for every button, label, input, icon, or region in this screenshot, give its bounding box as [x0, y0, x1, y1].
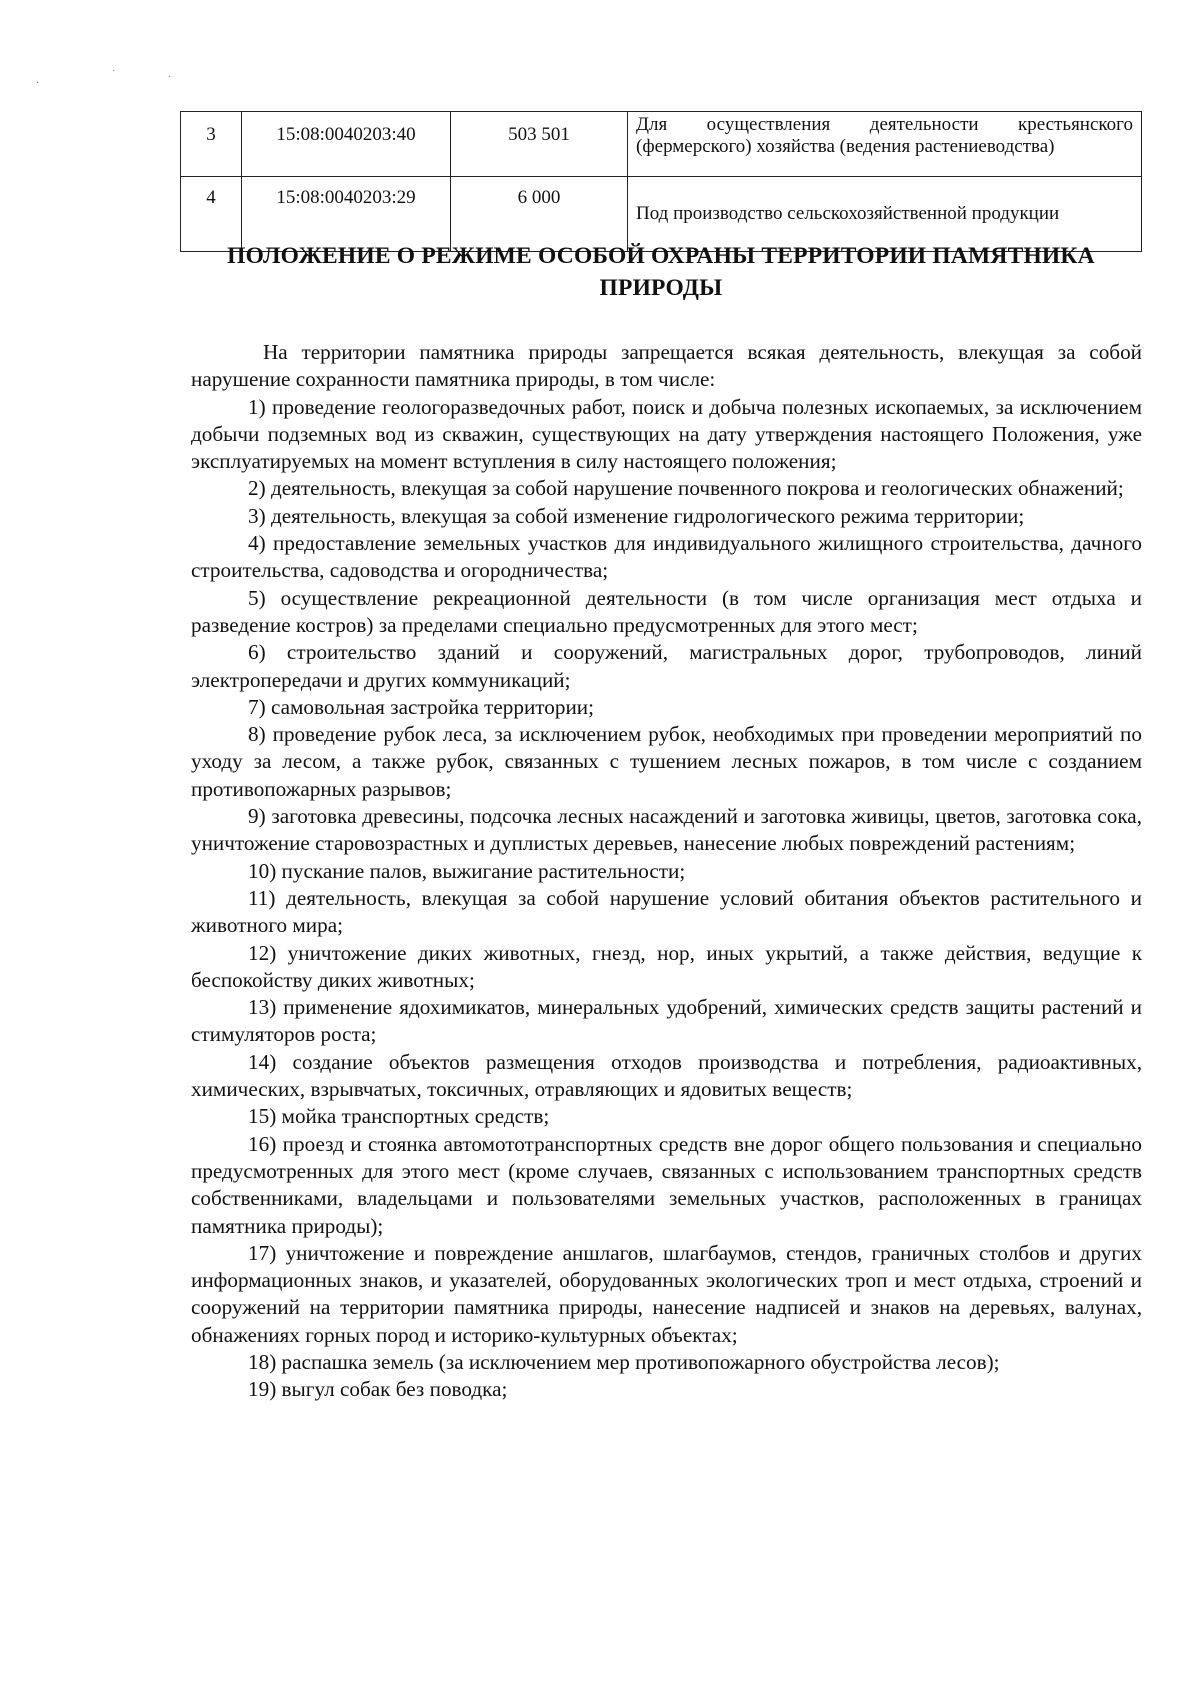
row-number: 3 [181, 112, 242, 177]
list-item: 18) распашка земель (за исключением мер противопожарного обустройства лесов); [248, 1349, 1000, 1374]
scan-speck: · [168, 72, 172, 83]
list-item: 2) деятельность, влекущая за собой нарушение почвенного покрова и геологических обнажений; [248, 476, 1124, 501]
list-item: 11) деятельность, влекущая за собой нарушение условий обитания объектов растительного и животного мира; [191, 885, 1142, 938]
list-item: 6) строительство зданий и сооружений, магистральных дорог, трубопроводов, линий электропередачи и других коммуникаций; [191, 640, 1142, 692]
list-item: 5) осуществление рекреационной деятельности (в том числе организация мест отдыха и разведение костров) за пределами специально предусмотренных для этого мест; [191, 585, 1142, 637]
plot-area: 503 501 [451, 112, 628, 177]
list-item: 1) проведение геологоразведочных работ, поиск и добыча полезных ископаемых, за исключением добычи подземных вод из скважин, существующих на дату утверждения настоящего Положения, уже эксплуатируемых на момент вступления в силу настоящего положения; [191, 394, 1142, 474]
cadastral-number: 15:08:0040203:40 [242, 112, 451, 177]
land-plots-table [180, 111, 1142, 252]
list-item: 3) деятельность, влекущая за собой изменение гидрологического режима территории; [248, 503, 1025, 528]
document-title: ПОЛОЖЕНИЕ О РЕЖИМЕ ОСОБОЙ ОХРАНЫ ТЕРРИТОРИИ ПАМЯТНИКА ПРИРОДЫ [227, 243, 1095, 301]
list-item: 8) проведение рубок леса, за исключением рубок, необходимых при проведении мероприятий по уходу за лесом, а также рубок, связанных с тушением лесных пожаров, в том числе с созданием противопожарных разрывов; [191, 722, 1142, 801]
list-item: 17) уничтожение и повреждение аншлагов, шлагбаумов, стендов, граничных столбов и других информационных знаков, и указателей, оборудованных экологических троп и мест отдыха, строений и сооружений на территории памятника природы, нанесение надписей и знаков на деревьях, валунах, обнажениях горных пород и историко-культурных объектах; [191, 1240, 1142, 1347]
list-item: 10) пускание палов, выжигание растительности; [248, 858, 686, 883]
table-row [181, 112, 1142, 177]
list-item: 9) заготовка древесины, подсочка лесных насаждений и заготовка живицы, цветов, заготовка сока, уничтожение старовозрастных и дуплистых деревьев, нанесение любых повреждений растениям; [191, 804, 1142, 856]
list-item: 16) проезд и стоянка автомототранспортных средств вне дорог общего пользования и специально предусмотренных для этого мест (кроме случаев, связанных с использованием транспортных средств собственниками, владельцами и пользователями земельных участков, расположенных в границах памятника природы); [191, 1131, 1142, 1238]
intro-paragraph: На территории памятника природы запрещается всякая деятельность, влекущая за собой нарушение сохранности памятника природы, в том числе: [191, 340, 1142, 392]
row-number: 4 [181, 177, 242, 252]
scan-speck: · [36, 78, 40, 89]
permitted-use: Для осуществления деятельности крестьянского (фермерского) хозяйства (ведения растениеводства) [628, 112, 1142, 177]
list-item: 7) самовольная застройка территории; [248, 694, 595, 719]
list-item: 15) мойка транспортных средств; [248, 1104, 550, 1129]
scan-speck: · [112, 66, 116, 77]
list-item: 12) уничтожение диких животных, гнезд, нор, иных укрытий, а также действия, ведущие к беспокойству диких животных; [191, 940, 1142, 992]
plot-area: 6 000 [451, 177, 628, 252]
list-item: 14) создание объектов размещения отходов производства и потребления, радиоактивных, химических, взрывчатых, токсичных, отравляющих и ядовитых веществ; [191, 1049, 1142, 1102]
list-item: 13) применение ядохимикатов, минеральных удобрений, химических средств защиты растений и стимуляторов роста; [191, 995, 1142, 1047]
list-item: 19) выгул собак без поводка; [248, 1377, 508, 1402]
regulation-text [191, 339, 1142, 1404]
cadastral-number: 15:08:0040203:29 [242, 177, 451, 252]
permitted-use: Под производство сельскохозяйственной продукции [628, 177, 1142, 252]
list-item: 4) предоставление земельных участков для индивидуального жилищного строительства, дачного строительства, садоводства и огородничества; [191, 531, 1142, 583]
